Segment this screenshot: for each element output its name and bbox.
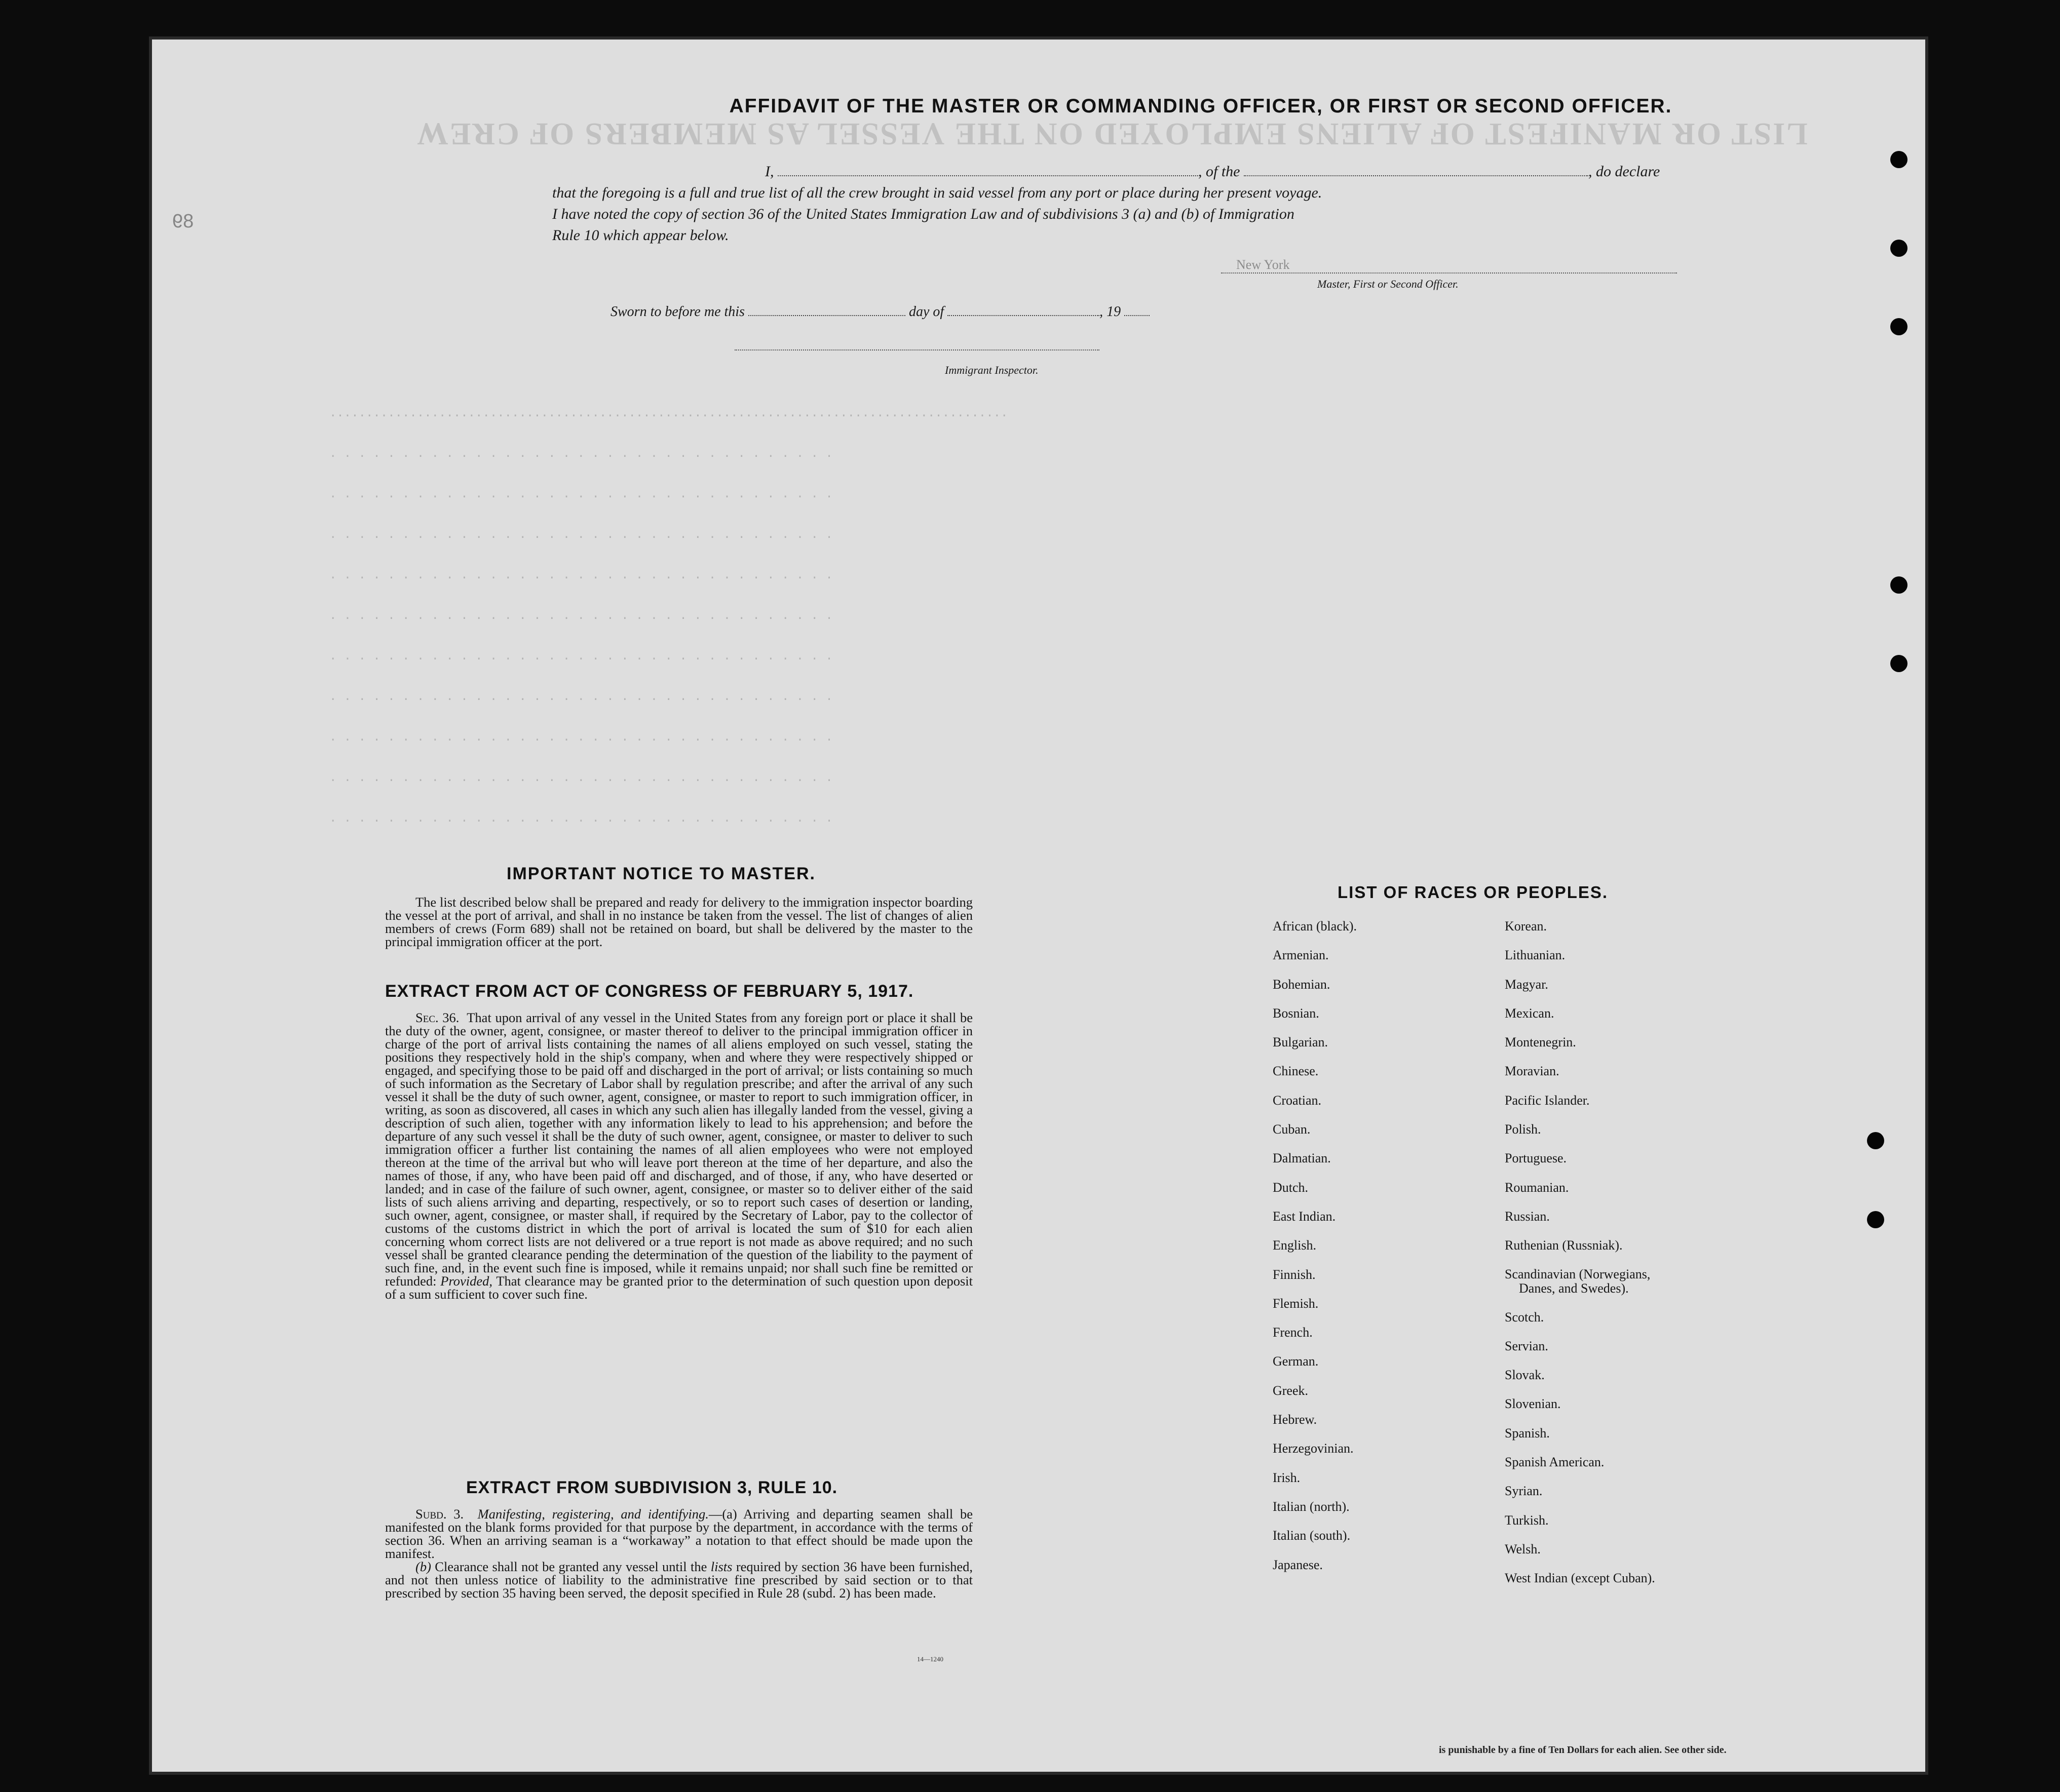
race-item: Slovak. [1505, 1368, 1545, 1383]
race-item: Servian. [1505, 1338, 1548, 1353]
race-item: Bulgarian. [1273, 1035, 1328, 1050]
section-36-text: That upon arrival of any vessel in the United States from any foreign port or place it shall be the duty of the owner, agent, consignee, or master thereof to deliver to the principal immigration officer in charge of the port of arrival lists containing the names of all aliens employed on such vessel, stating the positions they respectively hold in the ship's company, when and where they were respectively shipped or engaged, and specifying those to be paid off and discharged in the port of arrival; or lists containing so much of such information as the Secretary of Labor shall by regulation prescribe; and after the arrival of any such vessel it shall be the duty of such owner, agent, consignee, or master to report to such immigration officer, in writing, as soon as discovered, all cases in which any such alien has illegally landed from the vessel, giving a description of such alien, together with any information likely to lead to his apprehension; and before the departure of any such vessel it shall be the duty of such owner, agent, consignee, or master to deliver to such immigration officer a further list containing the names of all alien employees who were not employed thereon at the time of the arrival but who will leave port thereon at the time of her departure, and also the names of those, if any, who have been paid off and discharged, and of those, if any, who have deserted or landed; and in case of the failure of such owner, agent, consignee, or master so to deliver either of the said lists of such aliens arriving and departing, respectively, or so to report such cases of desertion or landing, such owner, agent, consignee, or master shall, if required by the Secretary of Labor, pay to the collector of customs of the customs district in which the port of arrival is located the sum of $10 for each alien concerning whom correct lists are not delivered or a true report is not made as above required; and no such vessel shall be granted clearance pending the determination of the question of the liability to the payment of such fine, and, in the event such fine is imposed, while it remains unpaid; nor shall such fine be remitted or refunded: [385, 1010, 973, 1289]
para-b-lists: lists [710, 1559, 733, 1574]
extract-act-title: EXTRACT FROM ACT OF CONGRESS OF FEBRUARY 5, 1917. [385, 982, 914, 1001]
race-item: Russian. [1505, 1209, 1550, 1224]
affidavit-line-2: that the foregoing is a full and true list of all the crew brought in said vessel from any port or place during her present voyage. [552, 184, 1322, 201]
para-b-label: (b) [415, 1559, 431, 1574]
race-item: Greek. [1273, 1383, 1309, 1398]
race-item: Chinese. [1273, 1064, 1319, 1079]
sworn-month-blank[interactable] [947, 303, 1099, 316]
race-item: Italian (north). [1273, 1499, 1350, 1514]
race-item: German. [1273, 1354, 1319, 1369]
race-item: Slovenian. [1505, 1396, 1561, 1412]
bleed-through-rows: ............................................................................................. . . . . . . . . . . . . . . . . . . . . . . . . . . . . . . . . . . . . . . . . . . . . . . . . . . . . . . . . . . . . . . . . . . . . . . . . . . . . . . . . . . . . . . . . . . . . . . . . . . . . . . . . . . . . . . . . . . . . . . . . . . . . . . . . . . . . . . . . . . . . . . . . . . . . . . . . . . . . . . . . . . . . . . . . . . . . . . . . . . . . . . . . . . . . . . . . . . . . . . . . . . . . . . . . . . . . . . . . . . . . . . . . . . . . . . . . . . . . . . . . . . . . . . . . . . . . . . . . . . . . . . . . . . . . . . . . . . . . . . . . . . . . . . . . . . . . . . . . . . . . . . . . . . . . . . . . . . . . . . . . . . . . . . . . . . . . . . . . . . . . . . . . . . . . . . [329, 407, 1008, 826]
race-item: Scotch. [1505, 1309, 1544, 1324]
punch-hole [1867, 1211, 1884, 1228]
race-item: Bohemian. [1273, 977, 1330, 992]
race-item: Danes, and Swedes). [1519, 1280, 1629, 1296]
provided-label: Provided, [440, 1273, 493, 1289]
affidavit-title: AFFIDAVIT OF THE MASTER OR COMMANDING OFFICER, OR FIRST OR SECOND OFFICER. [729, 95, 1672, 117]
form-number: 14—1240 [917, 1655, 943, 1663]
race-item: Polish. [1505, 1122, 1541, 1137]
margin-number: 89 [172, 211, 194, 232]
race-item: Spanish American. [1505, 1455, 1605, 1470]
punch-hole [1890, 576, 1908, 594]
vessel-blank[interactable] [1244, 163, 1588, 176]
race-item: Lithuanian. [1505, 948, 1566, 963]
extract-rule-title: EXTRACT FROM SUBDIVISION 3, RULE 10. [466, 1478, 838, 1497]
race-item: Flemish. [1273, 1296, 1319, 1311]
master-signature-label: Master, First or Second Officer. [1317, 278, 1459, 290]
subd-label: Subd. 3. [415, 1506, 464, 1522]
race-item: Ruthenian (Russniak). [1505, 1238, 1623, 1253]
punch-hole [1890, 318, 1908, 335]
extract-act-body [385, 1011, 973, 1301]
master-signature-line[interactable] [1221, 272, 1677, 274]
race-item: Croatian. [1273, 1093, 1322, 1108]
race-item: French. [1273, 1325, 1313, 1340]
affidavit-line-4: Rule 10 which appear below. [552, 227, 729, 244]
section-36-text-end: That clearance may be granted prior to the determination of such question upon deposit of a sum sufficient to cover such fine. [385, 1273, 973, 1302]
section-label: Sec. 36. [415, 1010, 460, 1025]
notice-body [385, 895, 973, 948]
race-item: Portuguese. [1505, 1151, 1567, 1166]
races-right-column [1505, 912, 1655, 1593]
sworn-line [611, 303, 1150, 320]
bottom-note: is punishable by a fine of Ten Dollars for each alien. See other side. [1439, 1744, 1727, 1756]
bleed-through-heading: LIST OR MANIFEST OF ALIENS EMPLOYED ON THE VESSEL AS MEMBERS OF CREW [415, 116, 1808, 151]
race-item: Irish. [1273, 1470, 1301, 1485]
para-b-2: required by section 36 have been furnished, and not then unless notice of liability to the administrative fine prescribed by said section or to that prescribed by section 35 having been served, the deposit specified in Rule 28 (subd. 2) has been made. [385, 1559, 973, 1601]
sworn-day-blank[interactable] [748, 303, 905, 316]
race-item: Dalmatian. [1273, 1151, 1331, 1166]
day-of-label: day of [908, 304, 944, 320]
race-item: Moravian. [1505, 1064, 1559, 1079]
bleed-through-port: New York [1236, 257, 1290, 272]
affidavit-line-3: I have noted the copy of section 36 of the United States Immigration Law and of subdivisions 3 (a) and (b) of Immigration [552, 206, 1294, 222]
race-item: English. [1273, 1238, 1316, 1253]
race-item: Cuban. [1273, 1122, 1311, 1137]
subd-heading: Manifesting, registering, and identifying. [477, 1506, 709, 1522]
race-item: East Indian. [1273, 1209, 1336, 1224]
race-item: Welsh. [1505, 1541, 1541, 1556]
race-item: Bosnian. [1273, 1005, 1319, 1021]
punch-hole [1890, 151, 1908, 168]
race-item: Pacific Islander. [1505, 1093, 1590, 1108]
para-b-1: Clearance shall not be granted any vessel until the [435, 1559, 707, 1574]
sworn-year-blank[interactable] [1124, 303, 1150, 316]
affidavit-line-1 [552, 161, 1712, 182]
document-page [152, 40, 1925, 1772]
sworn-label: Sworn to before me this [611, 304, 745, 320]
race-item: Roumanian. [1505, 1180, 1569, 1195]
race-item: African (black). [1273, 919, 1357, 933]
affidavit-i: I, [765, 163, 774, 180]
inspector-signature-line[interactable] [735, 349, 1099, 350]
races-title: LIST OF RACES OR PEOPLES. [1338, 883, 1609, 902]
para-a: —(a) Arriving and departing seamen shall be manifested on the blank forms provided for that purpose by the department, in accordance with the terms of section 36. When an arriving seaman is a “workaway” a notation to that effect should be made upon the manifest. [385, 1506, 973, 1561]
notice-paragraph: The list described below shall be prepared and ready for delivery to the immigration inspector boarding the vessel at the port of arrival, and shall in no instance be taken from the vessel. The list of changes of alien members of crews (Form 689) shall not be retained on board, but shall be delivered by the master to the principal immigration officer at the port. [385, 894, 973, 949]
affidavit-text [552, 161, 1712, 246]
race-item: Scandinavian (Norwegians, [1505, 1266, 1651, 1281]
race-item: Turkish. [1505, 1512, 1549, 1528]
race-item: Magyar. [1505, 977, 1548, 992]
race-item: Korean. [1505, 919, 1547, 933]
punch-hole [1890, 655, 1908, 672]
notice-title: IMPORTANT NOTICE TO MASTER. [507, 864, 816, 883]
race-item: Italian (south). [1273, 1528, 1351, 1543]
race-item: Montenegrin. [1505, 1035, 1576, 1050]
punch-hole [1867, 1132, 1884, 1149]
affidavit-declare: , do declare [1588, 163, 1660, 180]
punch-hole [1890, 240, 1908, 257]
race-item: Dutch. [1273, 1180, 1309, 1195]
race-item: West Indian (except Cuban). [1505, 1571, 1655, 1586]
race-item: Herzegovinian. [1273, 1441, 1354, 1456]
inspector-label: Immigrant Inspector. [945, 364, 1039, 376]
race-item: Finnish. [1273, 1267, 1316, 1282]
extract-rule-body [385, 1507, 973, 1600]
race-item: Armenian. [1273, 948, 1329, 963]
race-item: Japanese. [1273, 1557, 1323, 1572]
races-left-column [1273, 912, 1357, 1579]
race-item: Hebrew. [1273, 1412, 1317, 1427]
race-item: Syrian. [1505, 1484, 1543, 1499]
affidavit-of-the: , of the [1198, 163, 1240, 180]
race-item: Spanish. [1505, 1425, 1550, 1440]
name-blank[interactable] [778, 163, 1198, 176]
year-label: , 19 [1099, 304, 1121, 320]
race-item: Mexican. [1505, 1005, 1554, 1021]
